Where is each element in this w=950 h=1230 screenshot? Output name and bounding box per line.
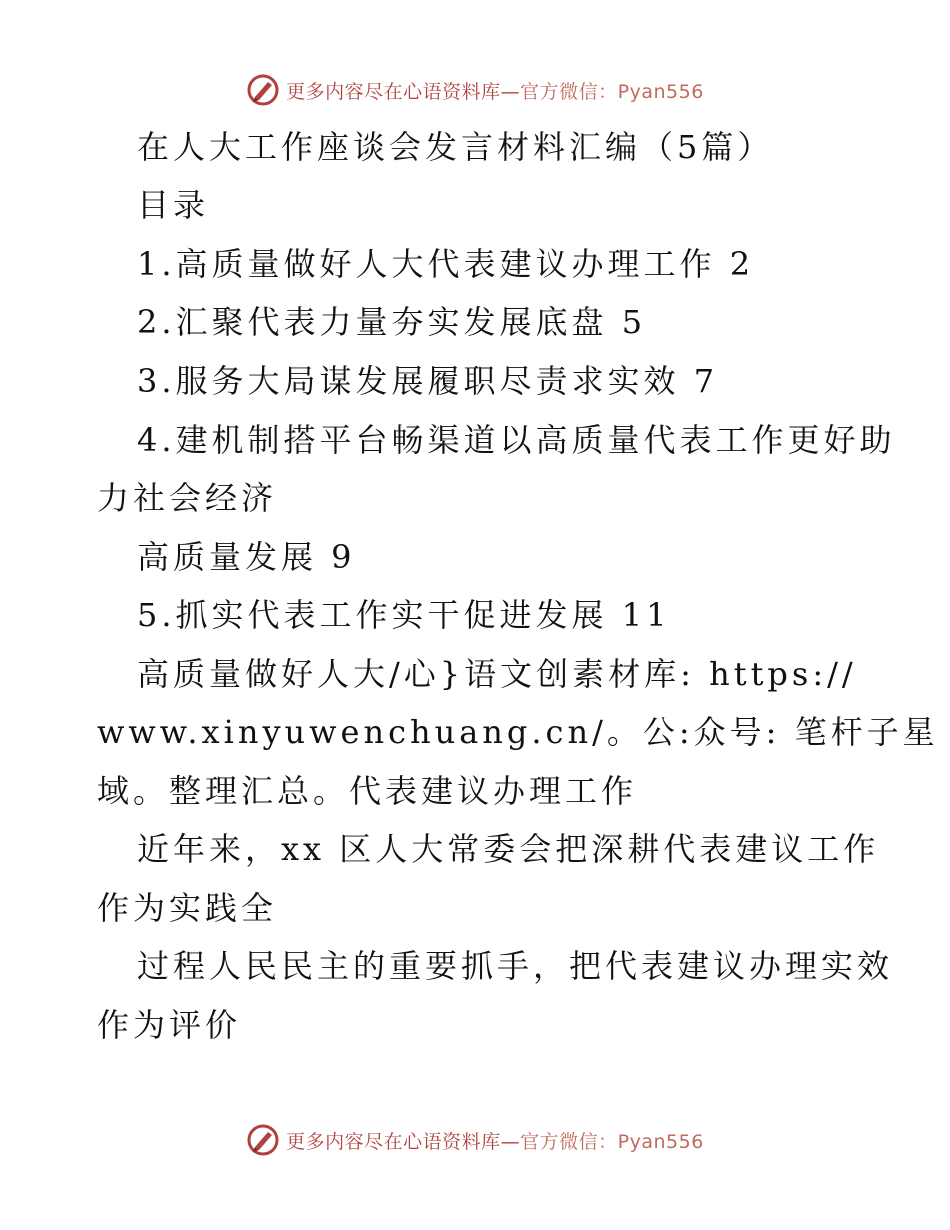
toc-item: 3.服务大局谋发展履职尽责求实效 7 [137,362,719,400]
brand-logo-icon [246,73,280,107]
banner-text: 更多内容尽在心语资料库—官方微信：Pyan556 [286,1130,704,1153]
body-paragraph-line: 高质量做好人大/心}语文创素材库: https:// [137,655,857,693]
body-paragraph-line: 作为评价 [97,1006,242,1044]
toc-item-continued: 高质量发展 9 [137,538,356,576]
banner-wechat: 官方微信：Pyan556 [520,80,704,103]
body-paragraph-line: 域。整理汇总。代表建议办理工作 [97,772,638,810]
body-paragraph-line: 作为实践全 [97,889,278,927]
header-banner [0,68,950,112]
toc-item: 5.抓实代表工作实干促进发展 11 [137,596,671,634]
body-paragraph-line: 近年来，xx 区人大常委会把深耕代表建议工作 [137,830,880,868]
toc-heading: 目录 [137,186,210,224]
document-title: 在人大工作座谈会发言材料汇编（5篇） [137,128,774,166]
banner-wechat: 官方微信：Pyan556 [520,1130,704,1153]
toc-item: 2.汇聚代表力量夯实发展底盘 5 [137,303,647,341]
toc-item: 4.建机制搭平台畅渠道以高质量代表工作更好助 [137,421,896,459]
toc-item-continued: 力社会经济 [97,479,278,517]
brand-logo-icon [246,1123,280,1157]
banner-text: 更多内容尽在心语资料库—官方微信：Pyan556 [286,80,704,103]
toc-item: 1.高质量做好人大代表建议办理工作 2 [137,245,755,283]
body-paragraph-line: www.xinyuwenchuang.cn/。公:众号: 笔杆子星 [97,713,939,751]
body-paragraph-line: 过程人民民主的重要抓手，把代表建议办理实效 [137,947,894,985]
footer-banner [0,1118,950,1162]
